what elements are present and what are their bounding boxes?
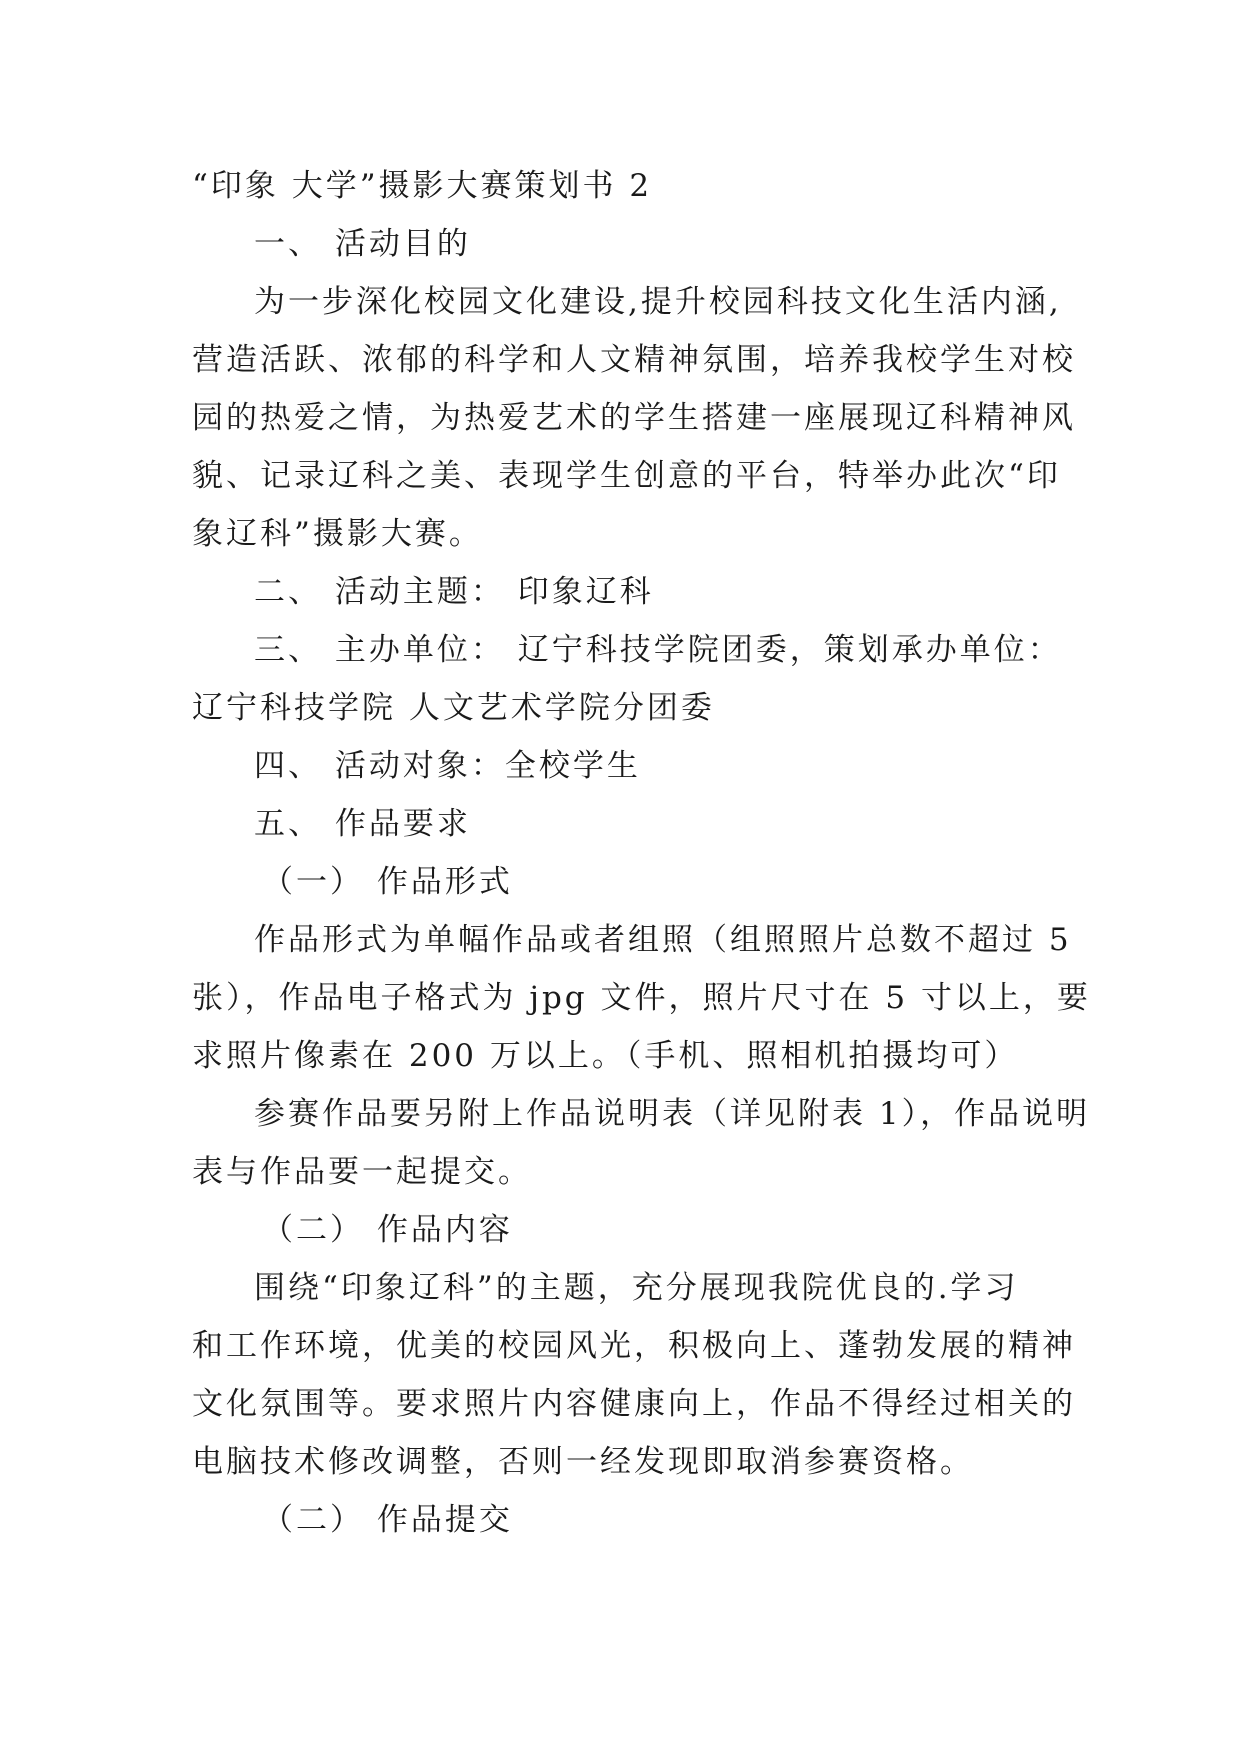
paragraph-line: 作品形式为单幅作品或者组照（组照照片总数不超过 5	[254, 922, 1072, 958]
paragraph-line: 求照片像素在 200 万以上。（手机、照相机拍摄均可）	[192, 1038, 1019, 1074]
document-title: “印象 大学”摄影大赛策划书 2	[192, 168, 653, 204]
paragraph-line: 象辽科”摄影大赛。	[192, 516, 483, 552]
section-heading: 四、 活动对象：全校学生	[254, 748, 641, 784]
subsection-heading: （二） 作品内容	[262, 1212, 513, 1248]
subsection-heading: （一） 作品形式	[262, 864, 513, 900]
subsection-heading: （二） 作品提交	[262, 1502, 513, 1538]
paragraph-line: 张），作品电子格式为 jpg 文件，照片尺寸在 5 寸以上，要	[192, 980, 1091, 1016]
paragraph-line: 为一步深化校园文化建设,提升校园科技文化生活内涵,	[254, 284, 1062, 320]
section-heading: 三、 主办单位： 辽宁科技学院团委，策划承办单位：	[254, 632, 1062, 668]
section-heading: 五、 作品要求	[254, 806, 471, 842]
paragraph-line: 参赛作品要另附上作品说明表（详见附表 1），作品说明	[254, 1096, 1091, 1132]
paragraph-line: 和工作环境，优美的校园风光，积极向上、蓬勃发展的精神	[192, 1328, 1076, 1364]
paragraph-line: 营造活跃、浓郁的科学和人文精神氛围，培养我校学生对校	[192, 342, 1076, 378]
paragraph-line: 文化氛围等。要求照片内容健康向上，作品不得经过相关的	[192, 1386, 1076, 1422]
paragraph-line: 园的热爱之情，为热爱艺术的学生搭建一座展现辽科精神风	[192, 400, 1076, 436]
section-heading: 一、 活动目的	[254, 226, 471, 262]
paragraph-line: 电脑技术修改调整，否则一经发现即取消参赛资格。	[192, 1444, 974, 1480]
paragraph-line: 貌、记录辽科之美、表现学生创意的平台，特举办此次“印	[192, 458, 1061, 494]
section-heading: 二、 活动主题： 印象辽科	[254, 574, 654, 610]
paragraph-line: 围绕“印象辽科”的主题，充分展现我院优良的.学习	[254, 1270, 1019, 1306]
paragraph-line: 表与作品要一起提交。	[192, 1154, 532, 1190]
paragraph-line: 辽宁科技学院 人文艺术学院分团委	[192, 690, 715, 726]
